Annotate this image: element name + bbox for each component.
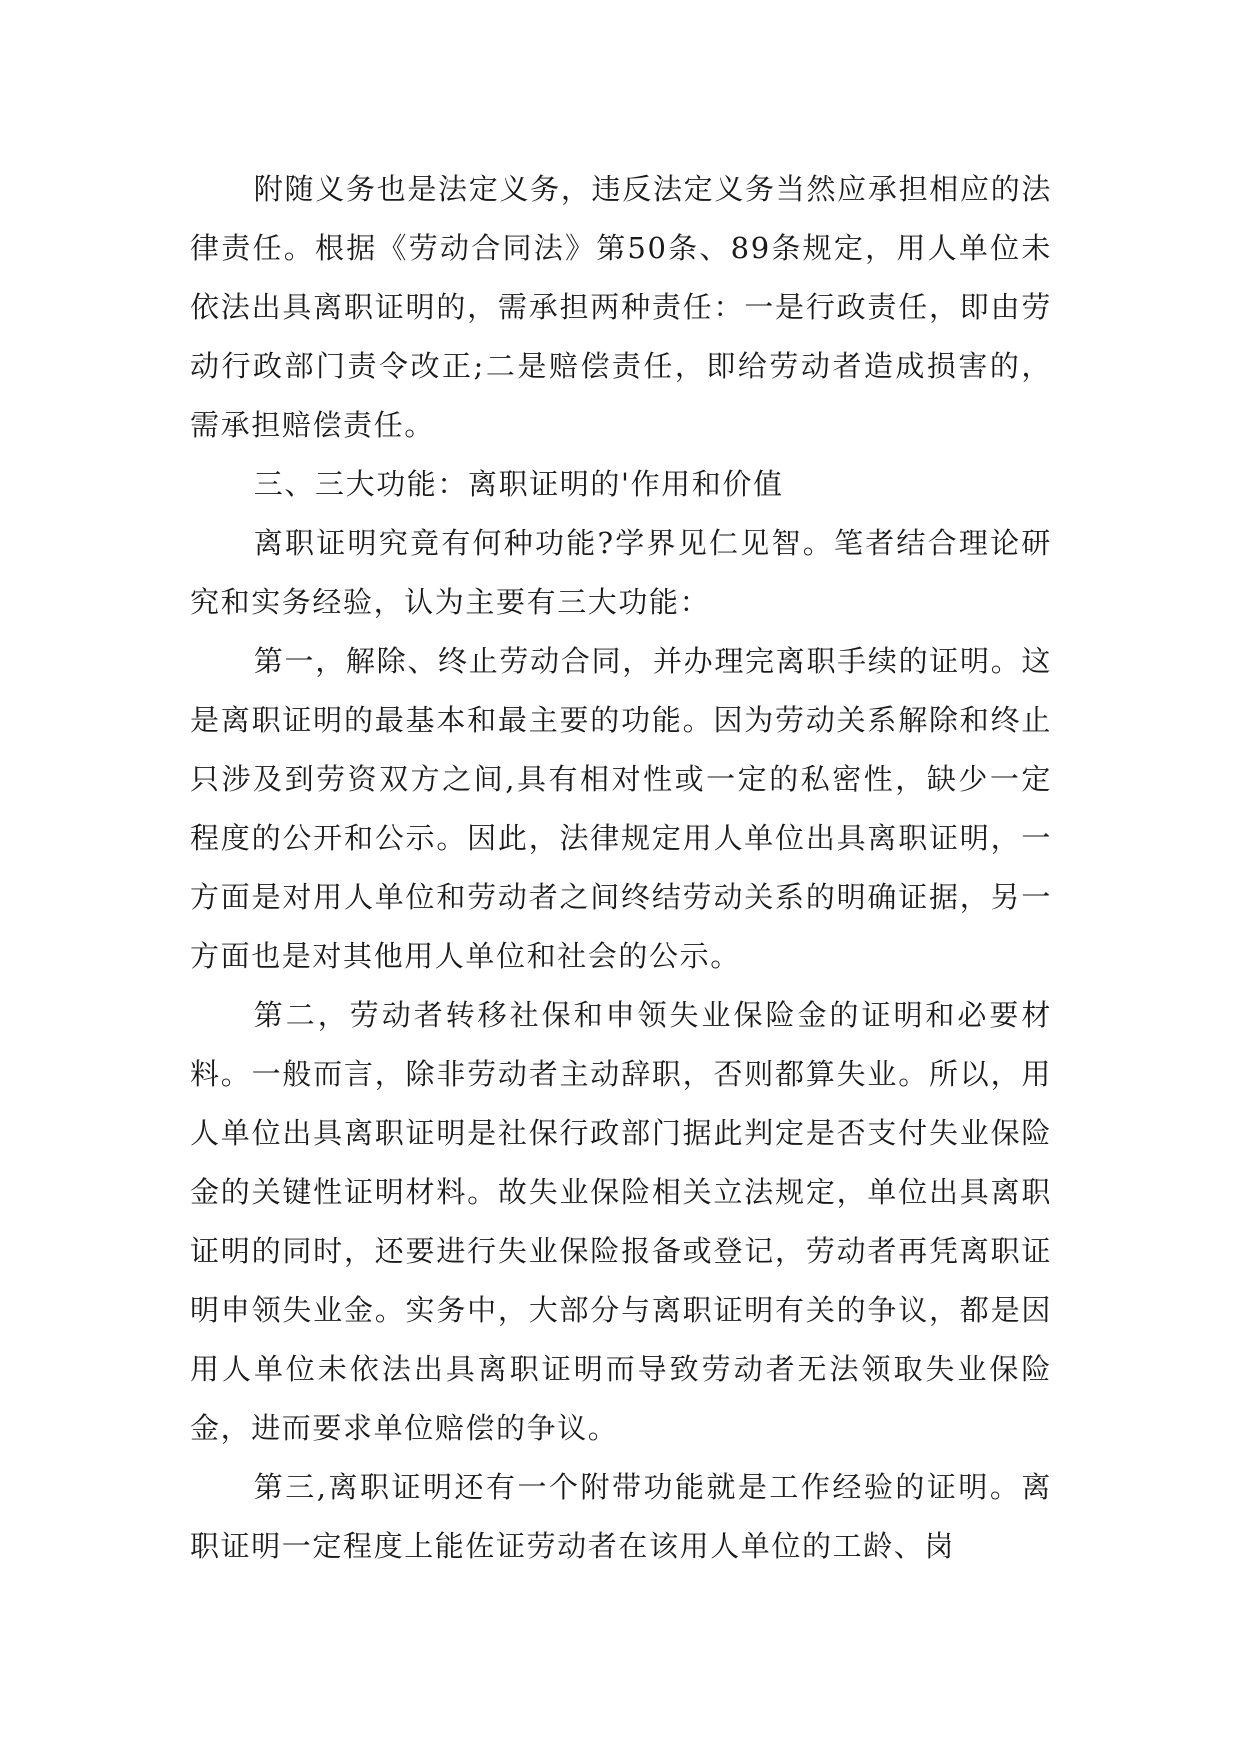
paragraph-function-three: 第三,离职证明还有一个附带功能就是工作经验的证明。离职证明一定程度上能佐证劳动者在该用人单位的工龄、岗 <box>190 1470 1052 1563</box>
paragraph-legal-liability: 附随义务也是法定义务，违反法定义务当然应承担相应的法律责任。根据《劳动合同法》第50条、89条规定，用人单位未依法出具离职证明的，需承担两种责任：一是行政责任，即由劳动行政部门责令改正;二是赔偿责任，即给劳动者造成损害的，需承担赔偿责任。 <box>190 172 1052 442</box>
paragraph-functions-intro: 离职证明究竟有何种功能?学界见仁见智。笔者结合理论研究和实务经验，认为主要有三大功能： <box>190 526 1052 619</box>
document-page <box>190 160 1052 1576</box>
section-heading-three-functions: 三、三大功能：离职证明的'作用和价值 <box>253 467 784 501</box>
paragraph-function-one: 第一，解除、终止劳动合同，并办理完离职手续的证明。这是离职证明的最基本和最主要的功能。因为劳动关系解除和终止只涉及到劳资双方之间,具有相对性或一定的私密性，缺少一定程度的公开和公示。因此，法律规定用人单位出具离职证明，一方面是对用人单位和劳动者之间终结劳动关系的明确证据，另一方面也是对其他用人单位和社会的公示。 <box>190 644 1052 973</box>
paragraph-function-two: 第二，劳动者转移社保和申领失业保险金的证明和必要材料。一般而言，除非劳动者主动辞职，否则都算失业。所以，用人单位出具离职证明是社保行政部门据此判定是否支付失业保险金的关键性证明材料。故失业保险相关立法规定，单位出具离职证明的同时，还要进行失业保险报备或登记，劳动者再凭离职证明申领失业金。实务中，大部分与离职证明有关的争议，都是因用人单位未依法出具离职证明而导致劳动者无法领取失业保险金，进而要求单位赔偿的争议。 <box>190 998 1052 1445</box>
